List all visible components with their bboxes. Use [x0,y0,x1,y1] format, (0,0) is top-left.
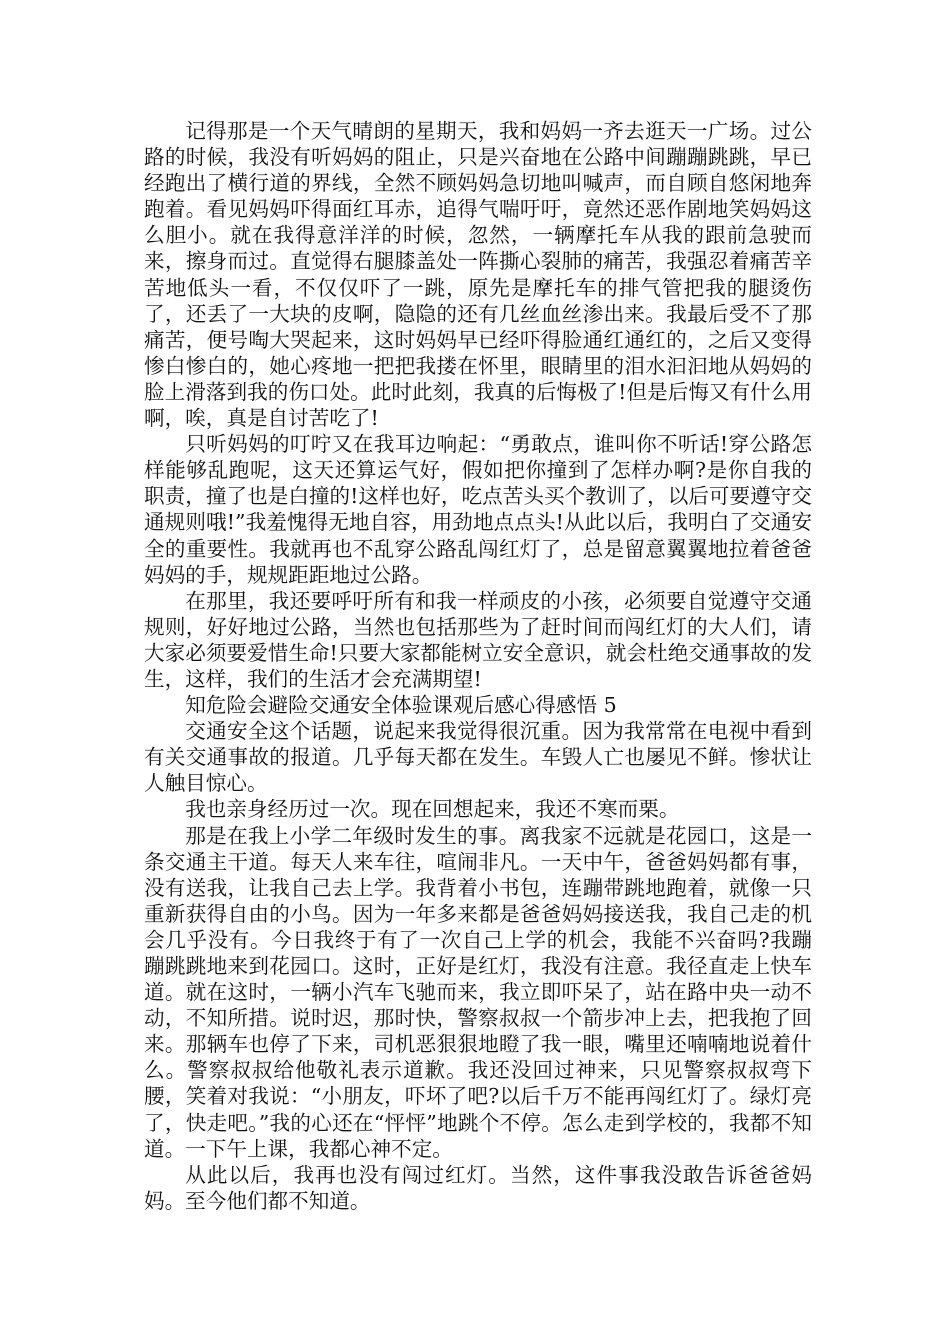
document-body [144,118,812,1214]
paragraph: 只听妈妈的叮咛又在我耳边响起：“勇敢点，谁叫你不听话!穿公路怎样能够乱跑呢，这天还算运气好，假如把你撞到了怎样办啊?是你自我的职责，撞了也是白撞的!这样也好，吃点苦头买个教训了，以后可要遵守交通规则哦!”我羞愧得无地自容，用劲地点点头!从此以后，我明白了交通安全的重要性。我就再也不乱穿公路乱闯红灯了，总是留意翼翼地拉着爸爸妈妈的手，规规距距地过公路。 [144,432,812,587]
section-heading: 知危险会避险交通安全体验课观后感心得感悟 5 [185,693,617,718]
paragraph: 记得那是一个天气晴朗的星期天，我和妈妈一齐去逛天一广场。过公路的时候，我没有听妈妈的阻止，只是兴奋地在公路中间蹦蹦跳跳，早已经跑出了横行道的界线，全然不顾妈妈急切地叫喊声，而自顾自悠闲地奔跑着。看见妈妈吓得面红耳赤，追得气喘吁吁，竟然还恶作剧地笑妈妈这么胆小。就在我得意洋洋的时候，忽然，一辆摩托车从我的跟前急驶而来，擦身而过。直觉得右腿膝盖处一阵撕心裂肺的痛苦，我强忍着痛苦辛苦地低头一看，不仅仅吓了一跳，原先是摩托车的排气管把我的腿烫伤了，还丢了一大块的皮啊，隐隐的还有几丝血丝渗出来。我最后受不了那痛苦，便号啕大哭起来，这时妈妈早已经吓得脸通红通红的，之后又变得惨白惨白的，她心疼地一把把我搂在怀里，眼睛里的泪水汩汩地从妈妈的脸上滑落到我的伤口处。此时此刻，我真的后悔极了!但是后悔又有什么用啊，唉，真是自讨苦吃了! [144,119,812,431]
paragraph: 从此以后，我再也没有闯过红灯。当然，这件事我没敢告诉爸爸妈妈。至今他们都不知道。 [144,1162,812,1213]
paragraph: 在那里，我还要呼吁所有和我一样顽皮的小孩，必须要自觉遵守交通规则，好好地过公路，当然也包括那些为了赶时间而闯红灯的大人们，请大家必须要爱惜生命!只要大家都能树立安全意识，就会杜绝交通事故的发生，这样，我们的生活才会充满期望! [144,588,812,691]
paragraph: 交通安全这个话题，说起来我觉得很沉重。因为我常常在电视中看到有关交通事故的报道。几乎每天都在发生。车毁人亡也屡见不鲜。惨状让人触目惊心。 [144,719,812,796]
paragraph: 我也亲身经历过一次。现在回想起来，我还不寒而栗。 [185,797,680,822]
paragraph: 那是在我上小学二年级时发生的事。离我家不远就是花园口，这是一条交通主干道。每天人来车往，喧闹非凡。一天中午，爸爸妈妈都有事，没有送我，让我自己去上学。我背着小书包，连蹦带跳地跑着，就像一只重新获得自由的小鸟。因为一年多来都是爸爸妈妈接送我，我自己走的机会几乎没有。今日我终于有了一次自己上学的机会，我能不兴奋吗?我蹦蹦跳跳地来到花园口。这时，正好是红灯，我没有注意。我径直走上快车道。就在这时，一辆小汽车飞驰而来，我立即吓呆了，站在路中央一动不动，不知所措。说时迟，那时快，警察叔叔一个箭步冲上去，把我抱了回来。那辆车也停了下来，司机恶狠狠地瞪了我一眼，嘴里还喃喃地说着什么。警察叔叔给他敬礼表示道歉。我还没回过神来，只见警察叔叔弯下腰，笑着对我说：“小朋友，吓坏了吧?以后千万不能再闯红灯了。绿灯亮了，快走吧。”我的心还在“怦怦”地跳个不停。怎么走到学校的，我都不知道。一下午上课，我都心神不定。 [144,823,812,1161]
